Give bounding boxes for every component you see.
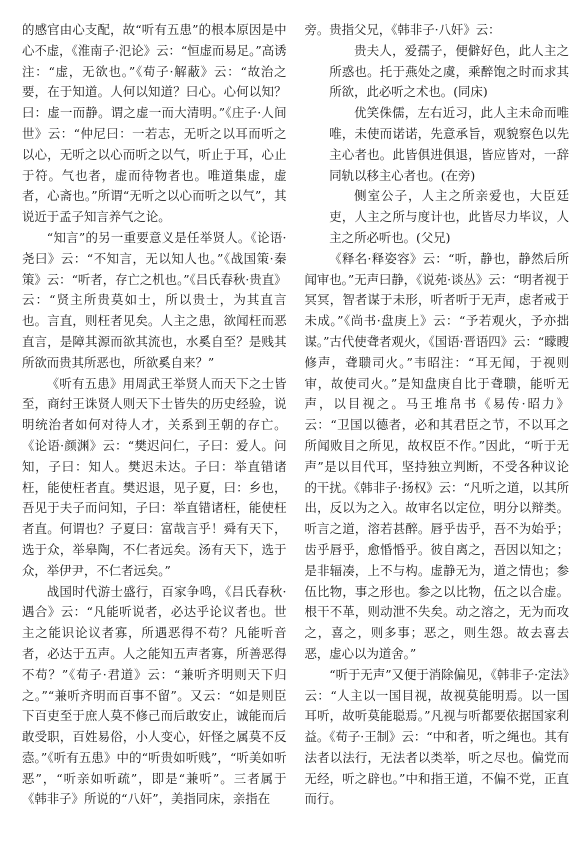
right-column (305, 20, 570, 834)
paragraph: 战国时代游士盛行，百家争鸣，《吕氏春秋·遇合》云：“凡能听说者，必达乎论议者也。世主之能识论议者寡，所遇恶得不苟？凡能听音者，必达于五声。人之能知五声者寡，所善恶得不苟？”《荀子·君道》云：“兼听齐明则天下归之。”“兼听齐明而百事不留”。又云：“如是则臣下百吏至于庶人莫不修己而后敢安止，诚能而后敢受职，百姓易俗，小人变心，奸怪之属莫不反悫。”《听有五患》中的“听贵如听贱”，“听美如听恶”，“听亲如听疏”，即是“兼听”。三者属于《韩非子》所说的“八奸”，美指同床，亲指在 (22, 583, 287, 807)
block-quote: 侧室公子，人主之所亲爱也，大臣廷吏，人主之所与度计也，此皆尽力毕议，人主之所必听也。(父兄) (329, 188, 569, 245)
paragraph: 《听有五患》用周武王举贤人而天下之士皆至，商纣王诛贤人则天下士皆失的历史经验，说明统治者如何对待人才，关系到王朝的存亡。《论语·颜渊》云：“樊迟问仁，子曰：爱人。问知，子曰：知人。樊迟未达。子曰：举直错诸枉，能使枉者直。樊迟退，见子夏，曰：乡也，吾见于夫子而问知，子曰：举直错诸枉，能使枉者直。何谓也？子夏曰：富哉言乎！舜有天下，选于众，举皋陶，不仁者远矣。汤有天下，选于众，举伊尹，不仁者远矣。” (22, 375, 287, 578)
paragraph: “听于无声”又便于消除偏见，《韩非子·定法》云：“人主以一国目视，故视莫能明焉。以一国耳听，故听莫能聪焉。”凡视与听都要依据国家利益。《荀子·王制》云：“中和者，听之绳也。其有法者以法行，无法者以类举，听之尽也。偏党而无经，听之辟也。”中和指王道，不偏不党，正直而行。 (304, 666, 569, 807)
paragraph: 《释名·释姿容》云：“听，静也，静然后所闻审也。”无声曰静，《说苑·谈丛》云：“明者视于冥冥，智者谋于未形，听者听于无声，虑者戒于未成。”《尚书·盘庚上》云：“予若观火，予亦拙谋。”古代使聋者观火，《国语·晋语四》云：“矇瞍修声，聋聩司火。”韦昭注：“耳无闻，于视则审，故使司火。”是知盘庚自比于聋聩，能听无声，以目视之。马王堆帛书《易传·昭力》云：“卫国以德者，必和其君臣之节，不以耳之所闻败目之所见，故权臣不作。”因此，“听于无声”是以目代耳，坚持独立判断，不受各种议论的干扰。《韩非子·扬权》云：“凡听之道，以其所出，反以为之入。故审名以定位，明分以辩类。听言之道，溶若甚醉。唇乎齿乎，吾不为始乎；齿乎唇乎，愈惛惛乎。彼自离之，吾因以知之；是非辐凑，上不与构。虚静无为，道之情也；参伍比物，事之形也。参之以比物，伍之以合虚。根干不革，则动泄不失矣。动之溶之，无为而攻之，喜之，则多事；恶之，则生怨。故去喜去恶，虚心以为道舍。” (304, 250, 569, 661)
block-quote: 贵夫人，爱孺子，便僻好色，此人主之所惑也。托于燕处之虞，乘醉饱之时而求其所欲，此必听之术也。(同床) (329, 42, 569, 100)
paragraph: “知言”的另一重要意义是任举贤人。《论语·尧曰》云：“不知言，无以知人也。”《战国策·秦策》云：“听者，存亡之机也。”《吕氏春秋·贵直》云：“贤主所贵莫如士，所以贵士，为其直言也。言直，则枉者见矣。人主之患，欲闻枉而恶直言，是障其源而欲其流也，水奚自至？是贱其所欲而贵其所恶也，所欲奚自来？” (22, 229, 287, 370)
block-quote: 优笑侏儒，左右近习，此人主未命而唯唯，未使而诺诺，先意承旨，观貌察色以先主心者也。此皆俱进俱退，皆应皆对，一辞同轨以移主心者也。(在旁) (329, 105, 569, 183)
left-column (22, 20, 287, 834)
paragraph: 的感官由心支配，故“听有五患”的根本原因是中心不虚，《淮南子·氾论》云：“恒虚而易足。”高诱注：“虚，无欲也。”《荀子·解蔽》云：“故治之要，在于知道。人何以知道？曰心。心何以知？曰：虚一而静。谓之虚一而大清明。”《庄子·人间世》云：“仲尼曰：一若志，无听之以耳而听之以心，无听之以心而听之以气，听止于耳，心止于符。气也者，虚而待物者也。唯道集虚，虚者，心斋也。”所谓“无听之以心而听之以气”，其说近于孟子知言养气之论。 (22, 22, 287, 225)
paragraph: 旁。贵指父兄，《韩非子·八奸》云： (304, 22, 501, 37)
